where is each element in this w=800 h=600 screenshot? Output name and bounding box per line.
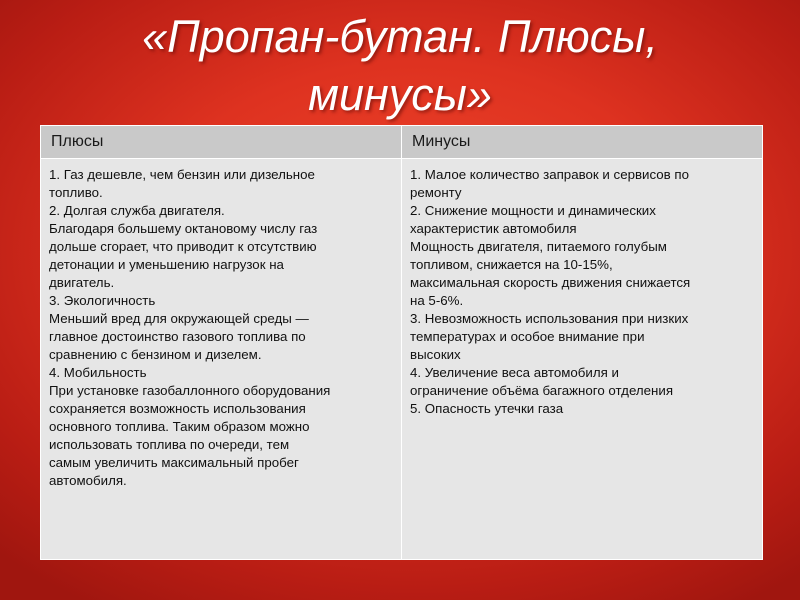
pros-line: сравнению с бензином и дизелем. [49,347,262,362]
pros-line: автомобиля. [49,473,127,488]
table-header-row [41,126,763,159]
cons-cell [402,159,763,560]
pros-line: дольше сгорает, что приводит к отсутствию [49,239,317,254]
pros-line: Меньший вред для окружающей среды — [49,311,309,326]
pros-line: самым увеличить максимальный пробег [49,455,299,470]
pros-line: 1. Газ дешевле, чем бензин или дизельное [49,167,315,182]
slide-title-line: «Пропан-бутан. Плюсы, [142,11,658,62]
cons-line: ремонту [410,185,462,200]
pros-line: 3. Экологичность [49,293,156,308]
cons-line: Мощность двигателя, питаемого голубым [410,239,667,254]
cons-line: 2. Снижение мощности и динамических [410,203,656,218]
comparison-table [40,125,763,560]
cons-line: ограничение объёма багажного отделения [410,383,674,398]
pros-line: 2. Долгая служба двигателя. [49,203,225,218]
pros-line: главное достоинство газового топлива по [49,329,306,344]
slide-title [0,8,800,124]
pros-line: использовать топлива по очереди, тем [49,437,290,452]
pros-line: Благодаря большему октановому числу газ [49,221,318,236]
header-cons [402,126,763,159]
pros-line: сохраняется возможность использования [49,401,306,416]
header-pros-label: Плюсы [51,133,104,150]
table-body-row [41,159,763,560]
cons-line: топливом, снижается на 10-15%, [410,257,613,272]
slide-title-line: минусы» [308,69,492,120]
pros-line: детонации и уменьшению нагрузок на [49,257,284,272]
cons-line: максимальная скорость движения снижается [410,275,691,290]
cons-list [402,159,762,418]
cons-line: температурах и особое внимание при [410,329,645,344]
pros-cell [41,159,402,560]
cons-line: 3. Невозможность использования при низких [410,311,689,326]
cons-line: 1. Малое количество заправок и сервисов по [410,167,690,182]
cons-line: 4. Увеличение веса автомобиля и [410,365,619,380]
cons-line: 5. Опасность утечки газа [410,401,564,416]
pros-line: двигатель. [49,275,115,290]
pros-line: топливо. [49,185,103,200]
cons-line: на 5-6%. [410,293,464,308]
pros-list [41,159,401,490]
header-pros [41,126,402,159]
header-cons-label: Минусы [412,133,471,150]
pros-line: При установке газобаллонного оборудования [49,383,331,398]
cons-line: высоких [410,347,461,362]
pros-line: 4. Мобильность [49,365,147,380]
pros-line: основного топлива. Таким образом можно [49,419,310,434]
cons-line: характеристик автомобиля [410,221,577,236]
